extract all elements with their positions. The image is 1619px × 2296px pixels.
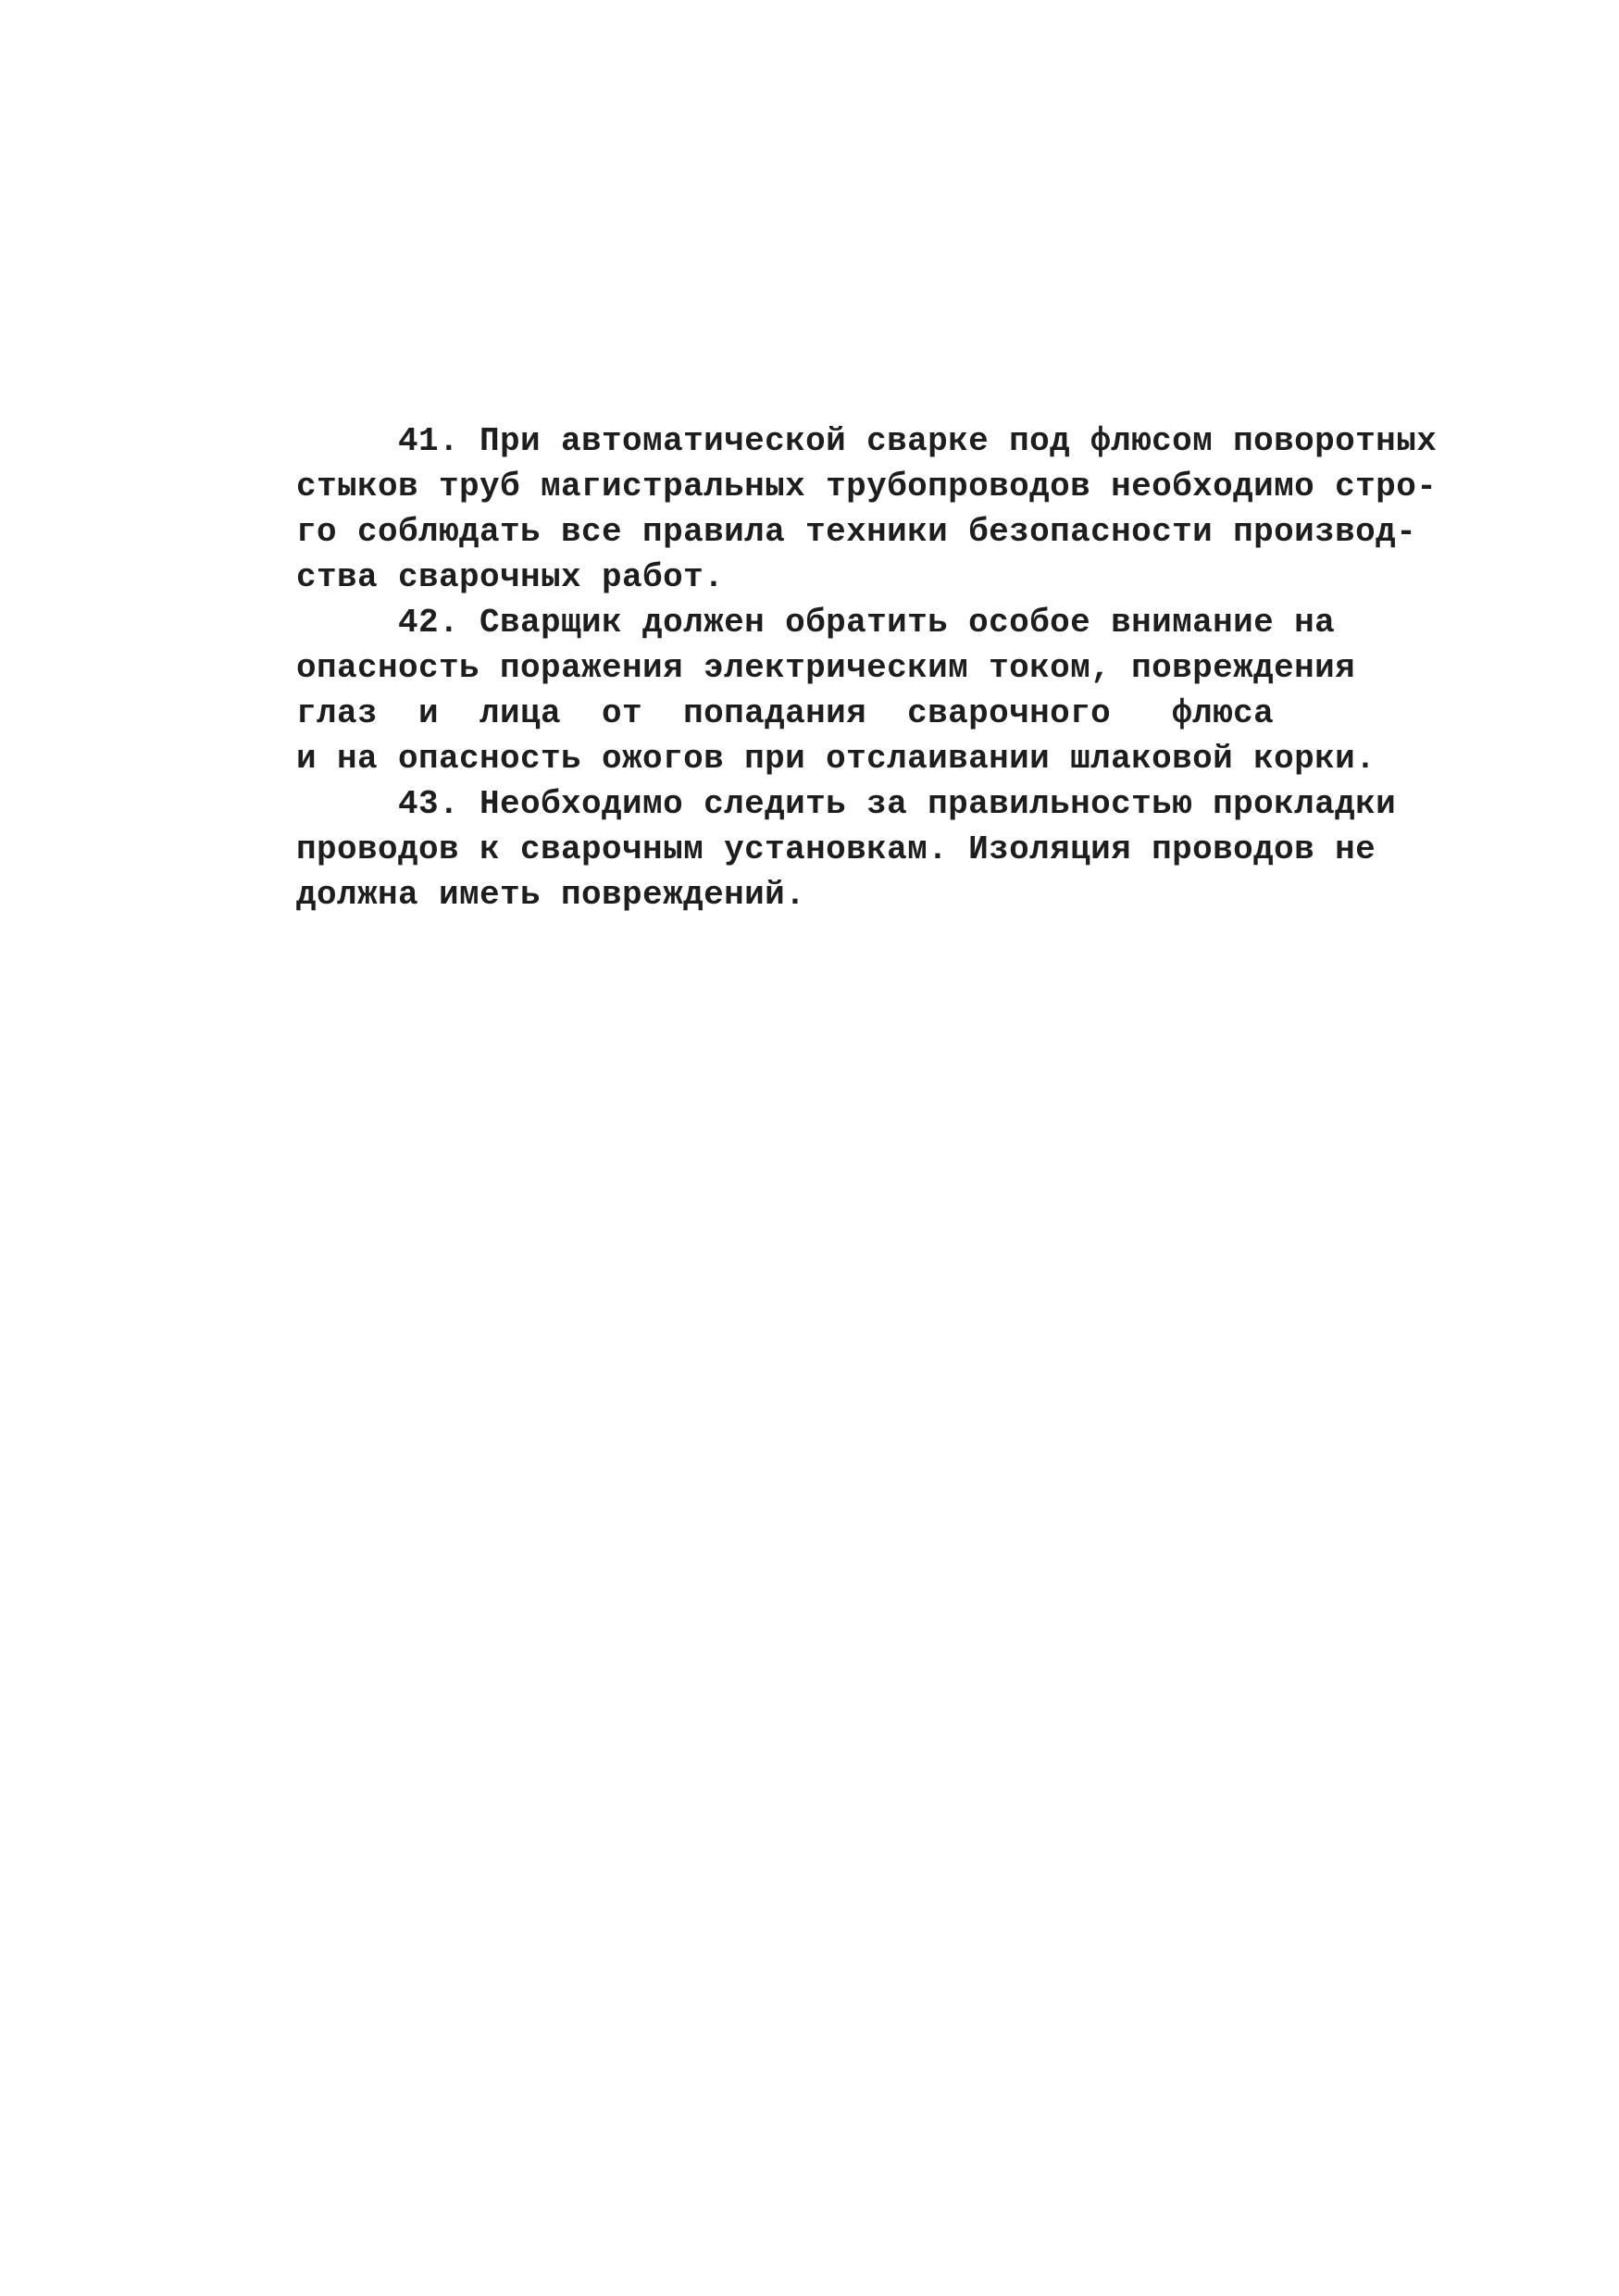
- paragraph-43-line-2: проводов к сварочным установкам. Изоляция проводов не: [296, 830, 1376, 868]
- paragraph-41-line-3: го соблюдать все правила техники безопасности производ-: [296, 513, 1417, 551]
- safety-text-block: [296, 418, 1438, 917]
- paragraph-43-line-1: 43. Необходимо следить за правильностью прокладки: [296, 785, 1397, 823]
- paragraph-42-line-2: опасность поражения электрическим током, повреждения: [296, 649, 1356, 687]
- paragraph-43-line-3: должна иметь повреждений.: [296, 876, 806, 914]
- paragraph-41-line-4: ства сварочных работ.: [296, 558, 725, 596]
- paragraph-41-line-1: 41. При автоматической сварке под флюсом поворотных: [296, 422, 1438, 460]
- paragraph-42-line-3: глаз и лица от попадания сварочного флюса: [296, 694, 1275, 732]
- paragraph-42-line-1: 42. Сварщик должен обратить особое внимание на: [296, 604, 1336, 642]
- paragraph-42-line-4: и на опасность ожогов при отслаивании шлаковой корки.: [296, 740, 1376, 778]
- paragraph-41-line-2: стыков труб магистральных трубопроводов необходимо стро-: [296, 468, 1438, 505]
